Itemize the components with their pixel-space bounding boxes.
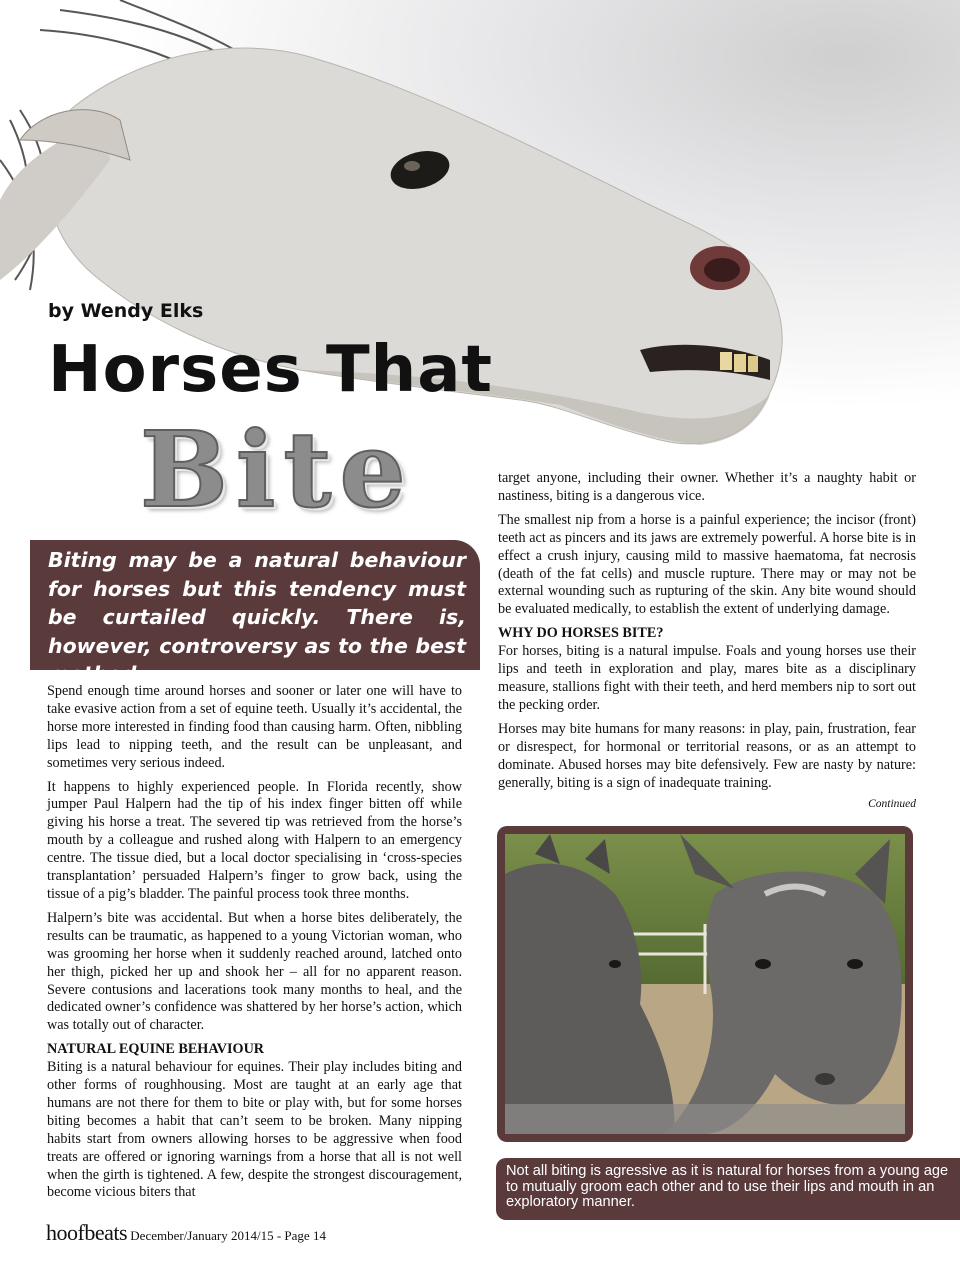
left-column [47,683,462,1208]
photo-caption: Not all biting is agressive as it is natural for horses from a young age to mutually groom each other and to use their lips and mouth in an exploratory manner. [506,1163,949,1211]
standfirst-text: Biting may be a natural behaviour for horses but this tendency must be curtailed quickly. There is, however, controversy as to the best method. [48,548,466,686]
paragraph: Halpern’s bite was accidental. But when a horse bites deliberately, the results can be traumatic, as happened to a young Victorian woman, who was grooming her horse when it suddenly reached around, latched onto her thigh, picked her up and shook her – all for no apparent reason. Severe contusions and lacerations took many months to heal, and the dedicated owner’s confidence was shattered by her horse’s action, which was totally out of character. [47,909,462,1034]
byline: by Wendy Elks [48,300,204,322]
page-footer [46,1220,326,1246]
section-heading: WHY DO HORSES BITE? [498,625,664,642]
paragraph: For horses, biting is a natural impulse. Foals and young horses use their lips and teeth in exploration and play, mares bite as a disciplinary measure, stallions fight with their teeth, and herd members nip to sort out the pecking order. [498,643,916,713]
foals-photo [497,826,913,1142]
issue-and-page: December/January 2014/15 - Page 14 [127,1228,326,1243]
photo-caption-box [496,1158,960,1220]
paragraph: Biting is a natural behaviour for equines. Their play includes biting and other forms of roughhousing. Most are taught at an early age that humans are not there for them to bite or play with, but for some horses biting becomes a habit that can’t seem to be broken. Many nipping habits start from owners allowing horses to be aggressive when food treats are offered or ignoring warnings from a horse that all is not well when the girth is tightened. A few, despite the strongest discouragement, become vicious biters that [47,1059,462,1201]
paragraph: The smallest nip from a horse is a painful experience; the incisor (front) teeth act as pincers and its jaws are extremely powerful. A horse bite is in effect a crush injury, causing mild to massive haematoma, fat necrosis (death of the fat cells) and muscle rupture. There may or may not be external wounding such as rupturing of the skin. Any bite wound should be evaluated medically, to establish the extent of underlying damage. [498,511,916,618]
article-title-line-2: Bite [140,408,414,531]
right-column [498,470,916,814]
continued-label: Continued [868,798,916,811]
paragraph: Horses may bite humans for many reasons: in play, pain, frustration, fear or disrespect, for hormonal or territorial reasons, or as an attempt to dominate. Abused horses may bite defensively. Few are nasty by nature: generally, biting is a sign of inadequate training. [498,720,916,791]
section-heading: NATURAL EQUINE BEHAVIOUR [47,1041,265,1058]
paragraph: target anyone, including their owner. Whether it’s a naughty habit or nastiness, biting is a dangerous vice. [498,470,916,504]
magazine-brand: hoofbeats [46,1220,128,1245]
paragraph: It happens to highly experienced people. In Florida recently, show jumper Paul Halpern had the tip of his index finger bitten off while giving his horse a treat. The severed tip was retrieved from the horse’s mouth by a colleague and rushed along with Halpern to an emergency centre. The tissue died, but a local doctor specialising in ‘cross-species transplantation’ persuaded Halpern’s finger to grow back, using the tissue of a pig’s bladder. The painful process took three months. [47,778,462,902]
paragraph: Spend enough time around horses and sooner or later one will have to take evasive action from a set of equine teeth. Usually it’s accidental, the horse more interested in finding food than causing harm. Often, nibbling lips lead to nipping teeth, and the result can be unpleasant, and sometimes very serious indeed. [47,683,462,771]
standfirst-box [30,540,480,686]
article-title-line-1: Horses That [48,333,493,407]
